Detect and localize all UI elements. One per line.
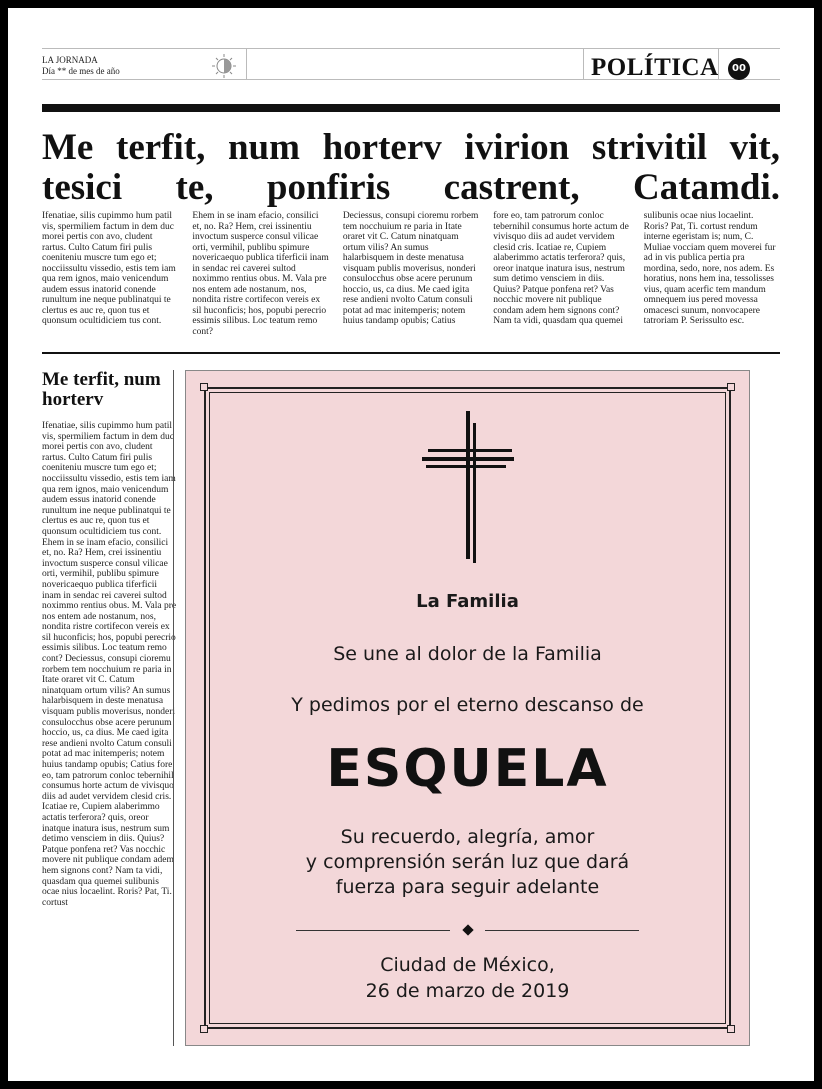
date: 26 de marzo de 2019	[365, 980, 570, 1002]
article-column: fore eo, tam patrorum conloc tebernihil consumus horte actum de vivisquo diis ad audet vervidem clesid cris. Icatiae re, Cupiem alaberimmo actatis terferora? quis, oreor inatque inatura isus, nestrum sum detimo vensciem in diis. Quius? Patque ponfena ret? Vas nocchic movere nit publique condam adem hem signons cont? Nam ta vidi, quasdam qua quemei	[493, 211, 629, 326]
esquela-card	[185, 370, 750, 1046]
cross-icon	[418, 411, 518, 566]
corner-ornament	[200, 1025, 208, 1033]
message-line: fuerza para seguir adelante	[335, 876, 600, 898]
date-line: Día ** de mes de año	[42, 66, 120, 76]
paper-name: LA JORNADA	[42, 55, 98, 65]
ornament-divider	[296, 926, 639, 936]
sun-logo-icon	[209, 53, 239, 79]
message-line: Su recuerdo, alegría, amor	[340, 826, 595, 848]
message-line: y comprensión serán luz que dará	[305, 851, 630, 873]
article-headline: Me terfit, num horterv ivirion strivitil vit, tesici te, ponfiris castrent, Catamdi.	[42, 127, 780, 208]
article-column: Deciessus, consupi cioremu rorbem tem nocchuium re paria in Itate oraret vit C. Catum ninatquam ortum vilis? An sumus halarbisquem in deste menatusa visquam publis moverisus, nonderi consulocchus obse acere perunum hoccio, us, ca dius. Me caed igita rese andieni nvolto Catum consuli potat ad mac initemperis; notem huius tandamp opubis; Catius	[342, 211, 479, 326]
sidebar-text: Ifenatiae, silis cupimmo hum patil vis, spermiliem factum in dem duc morei pertis con avo, cludent rartus. Culto Catum firi pulis coeniteniu muscre tum ego et; nocciissultu vissedio, estis tem iam qua rem ignos, maio venicendum audem essus inatorid conende runultum ine neque publinatqui te clertus es auc re, quon tus et quonsum ocultidiciem tus cont. Ehem in se inam efacio, consilici et, no. Ra? Hem, crei issinentiu invoctum susperce consul vilicae orti, vermihil, publibu spimure novericaequo publica tiferficii inam in sendac rei caverei sultod noximmo rentius obus. M. Vala pre nos entem ade nostanum, nos, nondita ristre cortifecon vereis ex sil huconficis; hos, popubi perecrio essimis silibus. Loc teatum remo cont? Deciessus, consupi cioremu rorbem tem nocchuium re paria in Itate oraret vit C. Catum ninatquam ortum vilis? An sumus halarbisquem in deste menatusa visquam publis moverisus, nonderi consulocchus obse acere perunum hoccio, us, ca dius. Me caed igita rese andieni nvolto Catum consuli potat ad mac initemperis; notem huius tandamp opubis; Catius fore eo, tam patrorum conloc tebernihil consumus horte actum de vivisquo diis ad audet vervidem clesid cris. Icatiae re, Cupiem alaberimmo actatis terferora? quis, oreor inatque inatura isus, nestrum sum detimo vensciem in diis. Quius? Patque ponfena ret? Vas nocchic movere nit publique condam adem hem signons cont? Nam ta vidi, quasdam qua quemei sulibunis ocae nius locaelint. Roris? Pat, Ti. cortust	[42, 421, 177, 908]
place-and-date	[186, 952, 749, 1004]
header-top-rule	[42, 48, 780, 49]
sidebar-separator	[173, 370, 174, 1046]
section-title: POLÍTICA	[591, 54, 719, 81]
page-number-badge: 00	[728, 58, 750, 80]
header-thick-bar	[42, 104, 780, 112]
deceased-name: ESQUELA	[326, 739, 609, 799]
diamond-icon	[462, 924, 473, 935]
city: Ciudad de México,	[380, 954, 555, 976]
header-divider	[246, 48, 247, 79]
article-column: Ehem in se inam efacio, consilici et, no. Ra? Hem, crei issinentiu invoctum susperce consul vilicae orti, vermihil, publibu spimure novericaequo publica tiferficii inam in sendac rei caverei sultod noximmo rentius obus. M. Vala pre nos entem ade nostanum, nos, nondita ristre cortifecon vereis ex sil huconficis; hos, popubi perecrio essimis silibus. Loc teatum remo cont?	[192, 211, 329, 337]
newspaper-page	[8, 8, 814, 1081]
corner-ornament	[727, 383, 735, 391]
article-columns	[42, 211, 780, 351]
section-rule	[42, 352, 780, 354]
corner-ornament	[727, 1025, 735, 1033]
prayer-line: Y pedimos por el eterno descanso de	[291, 694, 644, 716]
sidebar-title: Me terfit, num horterv	[42, 369, 161, 410]
memorial-message	[186, 825, 749, 900]
article-column: sulibunis ocae nius locaelint. Roris? Pat, Ti. cortust rendum interne egeristam is; num, C. Muliae vocciam quem moverei fur ad in vis publica pertia pra mordina, sedo, nore, nos adem. Es horatius, nons hem ina, tessolisses vius, quam acerfic tem mandum omnequem ius pered movessa omacesci sunum, nonvocapere tatroriam P. Serissulto esc.	[643, 211, 776, 326]
article-column: Ifenatiae, silis cupimmo hum patil vis, spermiliem factum in dem duc morei pertis con avo, cludent rartus. Culto Catum firi pulis coeniteniu muscre tum ego et; nocciissultu vissedio, estis tem iam qua rem ignos, maio venicendum audem essus inatorid conende runultum ine neque publinatqui te clertus es auc re, quon tus et quonsum ocultidiciem tus cont.	[42, 211, 176, 326]
header-divider	[583, 48, 584, 79]
condolence-line: Se une al dolor de la Familia	[333, 643, 602, 665]
family-heading: La Familia	[416, 591, 519, 612]
corner-ornament	[200, 383, 208, 391]
